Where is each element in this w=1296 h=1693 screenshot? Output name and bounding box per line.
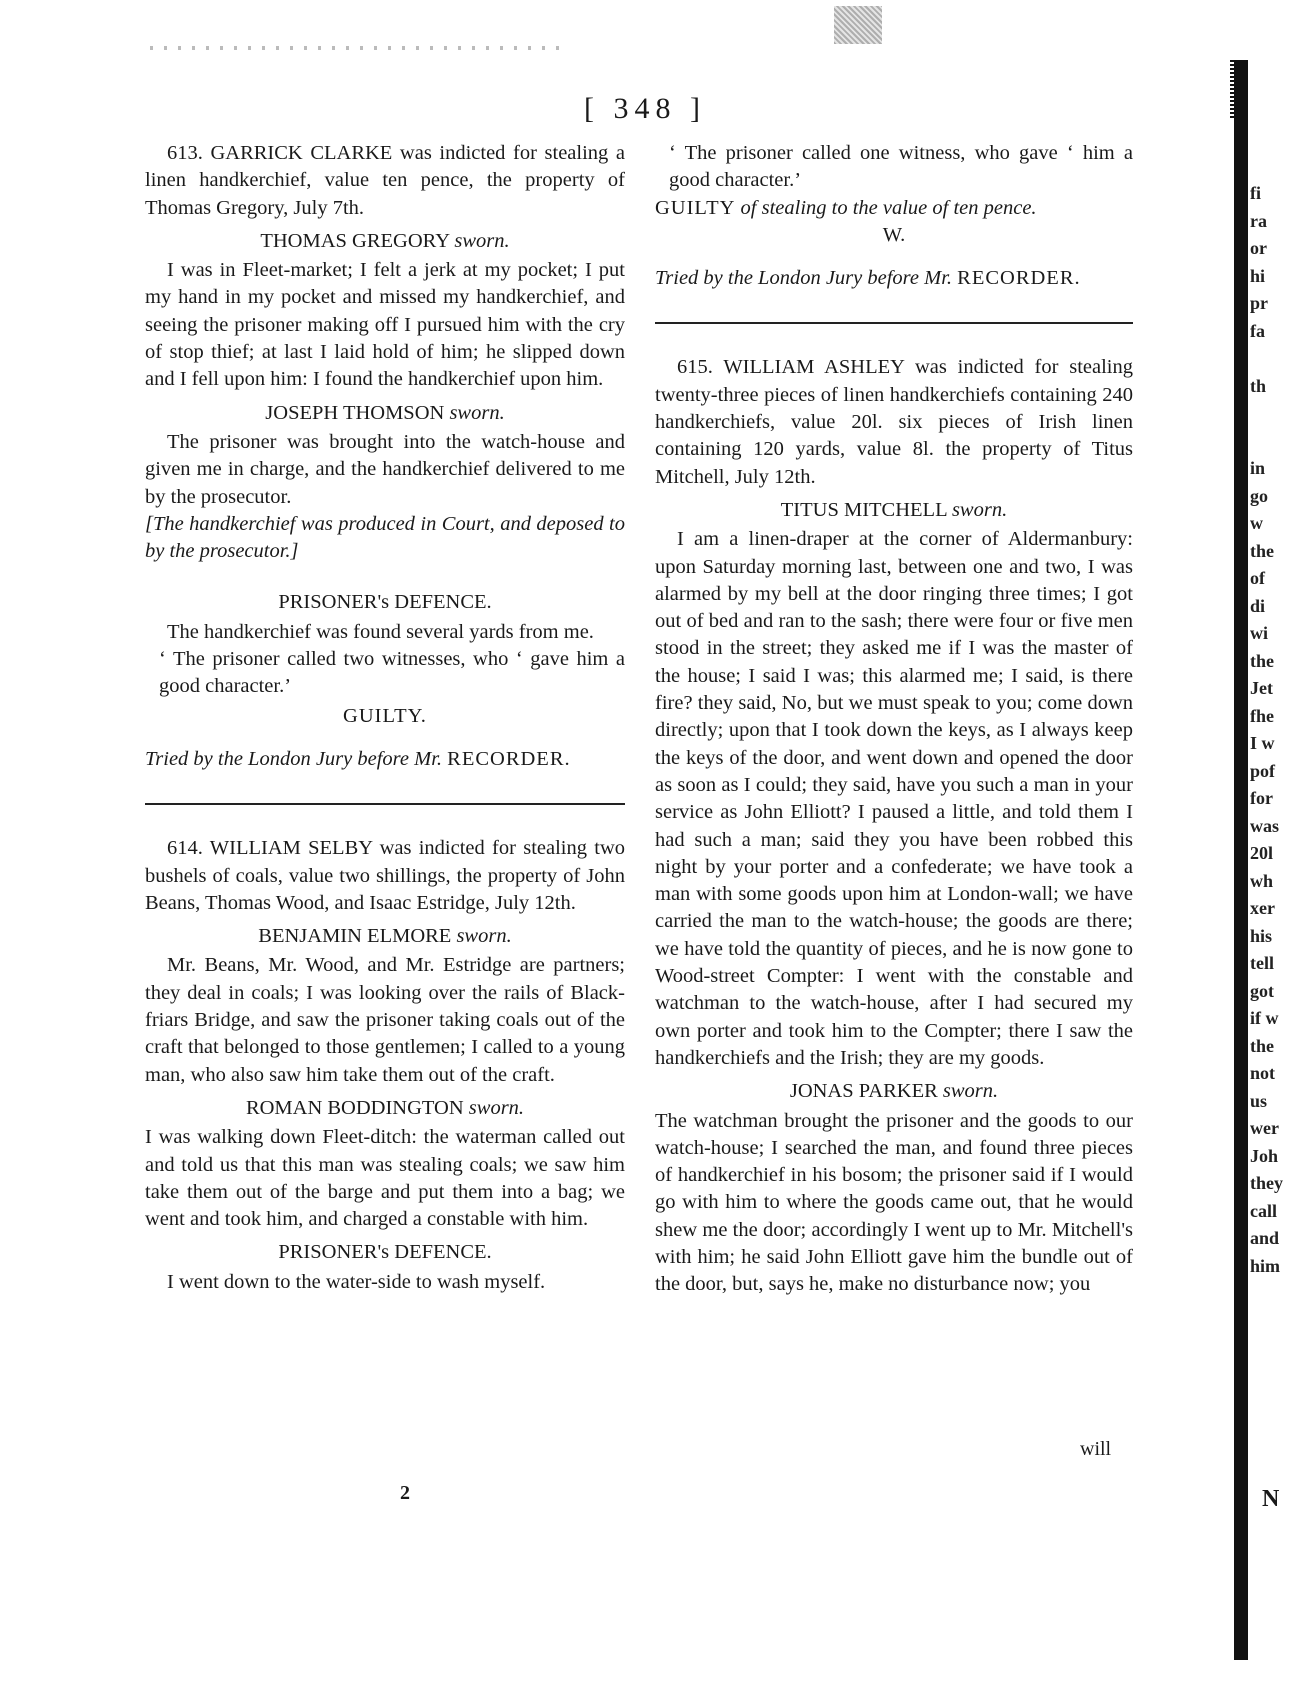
witness-role: sworn. bbox=[454, 229, 510, 252]
witness-name: TITUS MITCHELL bbox=[780, 498, 947, 521]
library-stamp-image bbox=[834, 6, 882, 44]
binding-edge bbox=[1234, 60, 1248, 1660]
section-divider bbox=[655, 322, 1133, 324]
witness-testimony: Mr. Beans, Mr. Wood, and Mr. Estridge are partners; they deal in coals; I was looking over the rails of Black-friars Bridge, and saw the prisoner taking coals out of the craft that belonged to those gentlemen; I called to a young man, who also saw him take them out of the craft. bbox=[145, 954, 625, 1086]
defence-text: I went down to the water-side to wash myself. bbox=[167, 1270, 546, 1293]
defence-heading: PRISONER's DEFENCE. bbox=[278, 591, 492, 614]
witness-testimony: I am a linen-draper at the corner of Aldermanbury: upon Saturday morning last, between one and two, I was alarmed by my bell at the door ringing three times; I got out of bed and ran to the sash; there were four or five men stood in the street; they asked me if I was the master of the house; I said I was; this alarmed me; I said, is there fire? they said, No, but we must speak to you; come down directly; upon that I took down the keys, as I always keep the keys of the door, and went down and opened the door as soon as I could; they said, have you such a man in your service as John Elliott? I paused a little, and told them I had such a man; said they you have been robbed this night by your porter and a confederate; we have took a man with some goods upon him at London-wall; we have carried the man to the watch-house; the goods are there; we have told the quantity of pieces, and he is now gone to Wood-street Compter: I went with the constable and watchman to the watch-house, after I had secured my own porter and took him to the Compter; there I saw the handkerchiefs and the Irish; they are my goods. bbox=[655, 528, 1133, 1069]
tried-prefix: Tried by the London Jury before Mr. bbox=[655, 267, 953, 290]
adjacent-page-fragment-n: N bbox=[1262, 1486, 1280, 1512]
court-note: [The handkerchief was produced in Court, and deposed to by the prosecutor.] bbox=[145, 512, 625, 563]
witness-role: sworn. bbox=[468, 1096, 525, 1119]
case-613-intro: 613. GARRICK CLARKE was indicted for stealing a linen handkerchief, value ten pence, the property of Thomas Gregory, July 7th. bbox=[145, 142, 625, 219]
witness-role: sworn. bbox=[951, 498, 1008, 521]
tried-line bbox=[655, 265, 1133, 292]
witness-name: JOSEPH THOMSON bbox=[265, 401, 445, 424]
verdict-line bbox=[655, 195, 1133, 222]
witness-role: sworn. bbox=[942, 1080, 999, 1103]
witness-name: BENJAMIN ELMORE bbox=[258, 925, 452, 948]
character-witness-note: ‘ The prisoner called one witness, who gave ‘ him a good character.’ bbox=[669, 142, 1133, 192]
verdict: GUILTY. bbox=[343, 704, 427, 727]
witness-testimony: The prisoner was brought into the watch-house and given me in charge, and the handkerchief delivered to me by the prosecutor. bbox=[145, 430, 625, 508]
case-614-intro: 614. WILLIAM SELBY was indicted for stealing two bushels of coals, value two shillings, the property of John Beans, Thomas Wood, and Isaac Estridge, July 12th. bbox=[145, 837, 625, 914]
witness-heading bbox=[655, 497, 1133, 524]
catchword: will bbox=[1080, 1438, 1112, 1460]
witness-heading bbox=[145, 1095, 625, 1122]
witness-role: sworn. bbox=[449, 401, 505, 424]
witness-name: ROMAN BODDINGTON bbox=[245, 1096, 464, 1119]
defence-heading: PRISONER's DEFENCE. bbox=[278, 1241, 492, 1264]
verdict-detail: of stealing to the value of ten pence. bbox=[740, 196, 1037, 219]
scan-noise bbox=[150, 46, 570, 50]
adjacent-page-fragments: fi ra or hi pr fa th in go w the of di wi the Jet fhe I w pof for was 20l wh xer his tell got if w the not us wer Joh they call and him bbox=[1250, 183, 1283, 1276]
verdict-initial: W. bbox=[882, 223, 906, 246]
witness-heading bbox=[145, 228, 625, 255]
section-divider bbox=[145, 803, 625, 805]
right-column bbox=[655, 140, 1133, 1299]
character-witness-note: ‘ The prisoner called two witnesses, who ‘ gave him a good character.’ bbox=[159, 648, 625, 698]
tried-name: RECORDER. bbox=[957, 267, 1081, 290]
witness-heading bbox=[655, 1078, 1133, 1105]
witness-name: THOMAS GREGORY bbox=[260, 229, 450, 252]
witness-name: JONAS PARKER bbox=[789, 1080, 938, 1103]
witness-testimony: The watchman brought the prisoner and the goods to our watch-house; I searched the man, and found three pieces of handkerchief in his bosom; the prisoner said if I would go with him to where the goods came out, that he would shew me the door; accordingly I went up to Mr. Mitchell's with him; he said John Elliott gave him the bundle out of the door, but, says he, make no disturbance now; you bbox=[655, 1109, 1133, 1296]
signature-mark: 2 bbox=[400, 1482, 410, 1504]
witness-heading bbox=[145, 923, 625, 950]
witness-heading bbox=[145, 400, 625, 427]
verdict-caps: GUILTY bbox=[655, 196, 736, 219]
case-615-intro: 615. WILLIAM ASHLEY was indicted for stealing twenty-three pieces of linen handkerchiefs containing 240 handkerchiefs, value 20l. six pieces of Irish linen containing 120 yards, value 8l. the property of Titus Mitchell, July 12th. bbox=[655, 356, 1133, 488]
witness-role: sworn. bbox=[456, 925, 512, 948]
tried-line bbox=[145, 746, 625, 773]
witness-testimony: I was walking down Fleet-ditch: the waterman called out and told us that this man was stealing coals; we saw him take them out of the barge and put them into a bag; we went and took him, and charged a constable with him. bbox=[145, 1126, 625, 1231]
left-column bbox=[145, 140, 625, 1296]
defence-text: The handkerchief was found several yards from me. bbox=[167, 620, 594, 643]
tried-prefix: Tried by the London Jury before Mr. bbox=[145, 747, 443, 770]
page-number: [ 348 ] bbox=[584, 92, 706, 125]
tried-name: RECORDER. bbox=[447, 747, 571, 770]
witness-testimony: I was in Fleet-market; I felt a jerk at my pocket; I put my hand in my pocket and missed my handkerchief, and seeing the prisoner making off I pursued him with the cry of stop thief; at last I laid hold of him; he slipped down and I fell upon him: I found the handkerchief upon him. bbox=[145, 259, 625, 391]
